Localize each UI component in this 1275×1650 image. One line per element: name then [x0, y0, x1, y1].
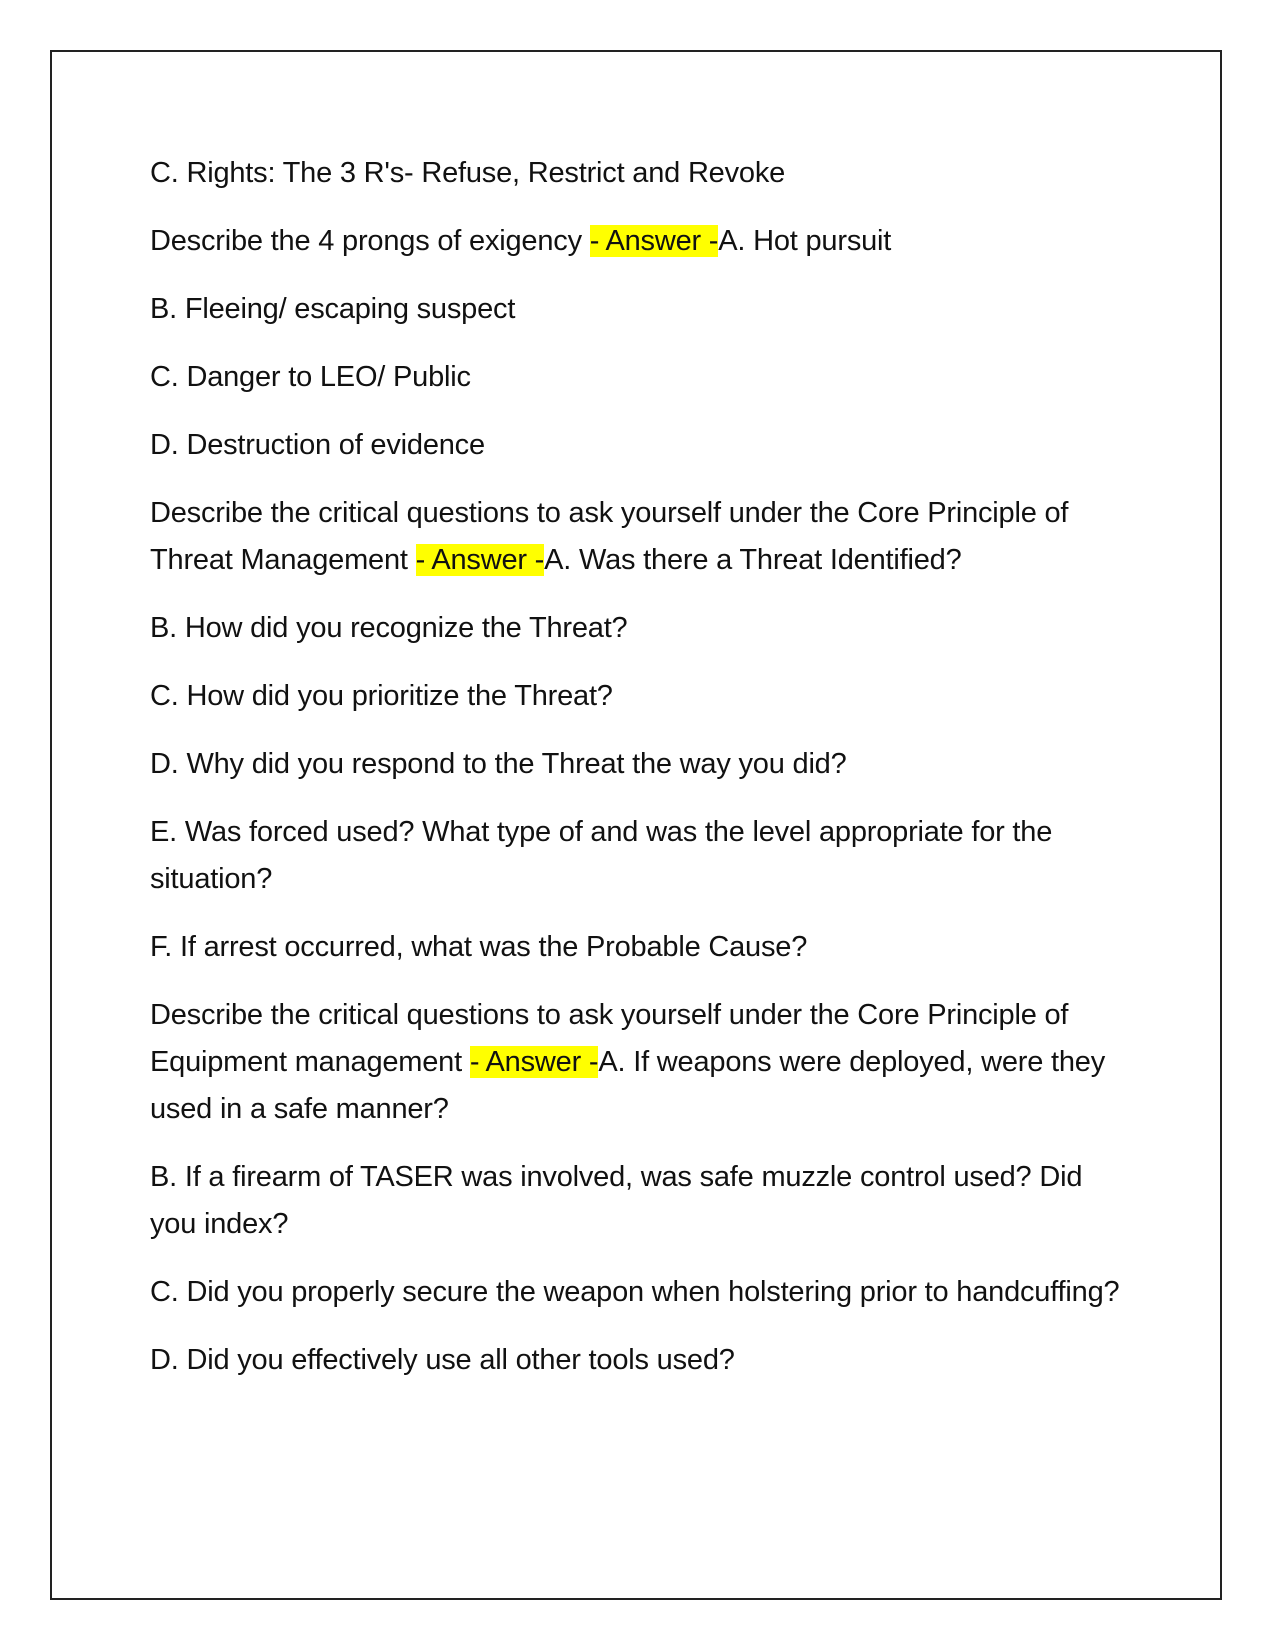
exigency-question: [150, 218, 1120, 265]
rights-line: C. Rights: The 3 R's- Refuse, Restrict and Revoke: [150, 157, 786, 189]
threat-item-f: F. If arrest occurred, what was the Probable Cause?: [150, 931, 808, 963]
question-text: Describe the 4 prongs of exigency: [150, 225, 590, 257]
equipment-item-b: B. If a firearm of TASER was involved, was safe muzzle control used? Did you index?: [150, 1161, 1083, 1240]
threat-item-d: D. Why did you respond to the Threat the way you did?: [150, 748, 847, 780]
exigency-item-d: D. Destruction of evidence: [150, 429, 485, 461]
threat-item-b: B. How did you recognize the Threat?: [150, 612, 628, 644]
question-text: Describe the critical questions to ask yourself under the Core Principle of Equipment management: [150, 999, 1069, 1078]
equipment-item-c: C. Did you properly secure the weapon when holstering prior to handcuffing?: [150, 1276, 1120, 1308]
threat-question: [150, 490, 1120, 584]
answer-highlight: - Answer -: [589, 225, 719, 257]
answer-text: A. If weapons were deployed, were they used in a safe manner?: [150, 1046, 1105, 1125]
answer-text: A. Hot pursuit: [718, 225, 892, 257]
threat-item-c: C. How did you prioritize the Threat?: [150, 680, 613, 712]
answer-text: A. Was there a Threat Identified?: [544, 544, 962, 576]
answer-highlight: - Answer -: [469, 1046, 599, 1078]
threat-item-e: E. Was forced used? What type of and was the level appropriate for the situation?: [150, 816, 1053, 895]
document-body: [150, 150, 1120, 1405]
equipment-question: [150, 992, 1120, 1133]
equipment-item-d: D. Did you effectively use all other tools used?: [150, 1344, 735, 1376]
exigency-item-c: C. Danger to LEO/ Public: [150, 361, 471, 393]
exigency-item-b: B. Fleeing/ escaping suspect: [150, 293, 516, 325]
answer-highlight: - Answer -: [415, 544, 545, 576]
question-text: Describe the critical questions to ask yourself under the Core Principle of Threat Management: [150, 497, 1069, 576]
